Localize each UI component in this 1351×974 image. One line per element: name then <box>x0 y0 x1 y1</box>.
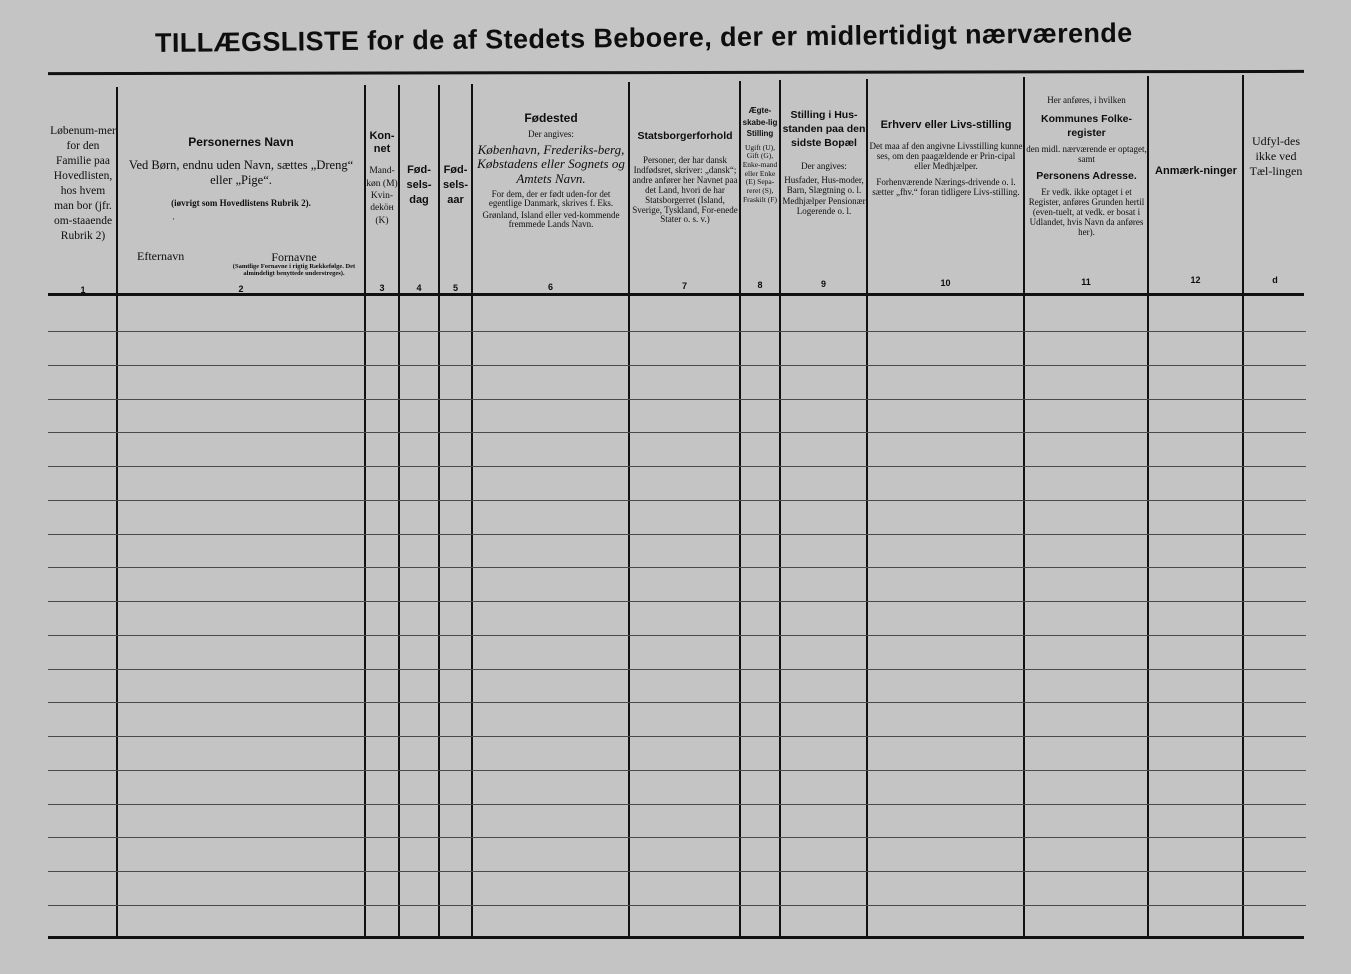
col6-title: Fødested <box>524 111 578 125</box>
col7-header <box>631 130 739 225</box>
col-divider <box>116 87 118 936</box>
col11-header <box>1026 95 1147 238</box>
col8-title: Ægte-skabe-lig Stilling <box>742 106 778 139</box>
col-divider <box>1242 75 1244 936</box>
col-divider <box>438 85 440 936</box>
col8-text: Ugift (U), Gift (G), Enke-mand eller Enke (E) Sepa-reret (S), Fraskilt (F) <box>742 142 778 204</box>
efternavn-label: Efternavn <box>137 249 185 263</box>
row-rule <box>48 736 1306 737</box>
colnum-5: 5 <box>452 283 458 293</box>
row-rule <box>48 432 1306 433</box>
row-rule <box>48 905 1306 906</box>
col7-title: Statsborgerforhold <box>637 130 733 142</box>
col11-title2: Personens Adresse. <box>1036 170 1137 183</box>
col6-small1: For dem, der er født uden-for det egentlige Danmark, skrives f. Eks. <box>488 189 614 209</box>
col-divider <box>628 82 630 936</box>
colnum-8: 8 <box>757 280 763 290</box>
bottom-rule <box>48 936 1304 939</box>
colnum-1: 1 <box>80 285 86 295</box>
col9-text: Husfader, Hus-moder, Barn, Slægtning o. l. Medhjælper Pensionær Logerende o. l. <box>782 174 866 216</box>
row-rule <box>48 466 1306 467</box>
col5-title: Fød-sels-aar <box>442 164 469 206</box>
col-divider <box>1023 77 1025 936</box>
col12-title: Anmærk-ninger <box>1155 165 1237 177</box>
col5-header <box>440 163 471 208</box>
col2-line1: Ved Børn, endnu uden Navn, sættes „Dreng“ eller „Pige“. <box>128 157 354 187</box>
col9-sub: Der angives: <box>801 160 847 171</box>
top-rule <box>48 70 1304 75</box>
row-rule <box>48 331 1306 332</box>
col4-header <box>400 163 438 208</box>
fornavne-note: (Samtlige Fornavne i rigtig Rækkefølge. Det almindeligt benyttede understreges). <box>232 263 356 278</box>
row-rule <box>48 702 1306 703</box>
col11-intro: Her anføres, i hvilken <box>1047 95 1126 105</box>
col-divider <box>471 84 473 936</box>
fornavne-label: Fornavne <box>271 250 317 264</box>
col11-text2: Er vedk. ikke optaget i et Register, anføres Grunden hertil (even-tuelt, at vedk. er bosat i Udlandet, hvis Navn da anføres her). <box>1028 187 1145 238</box>
col10-text2: Forhenværende Nærings-drivende o. l. sætter „fhv.“ foran tidligere Livs-stilling. <box>872 176 1020 197</box>
col-divider <box>398 85 400 936</box>
col8-header <box>741 105 779 204</box>
col-divider <box>779 80 781 936</box>
colnum-11: 11 <box>1081 277 1091 287</box>
col1-text: Løbenum-mer for den Familie paa Hovedlisten, hos hvem man bor (jfr. om-staaende Rubrik 2) <box>50 125 116 242</box>
row-rule <box>48 635 1306 636</box>
row-rule <box>48 534 1306 535</box>
colnum-d: d <box>1272 275 1278 285</box>
row-rule <box>48 567 1306 568</box>
col6-big: København, Frederiks-berg, Købstadens eller Sognets og Amtets Navn. <box>477 142 625 186</box>
col10-title: Erhverv eller Livs-stilling <box>880 119 1012 131</box>
colnum-4: 4 <box>416 283 422 293</box>
form-title: TILLÆGSLISTE for de af Stedets Beboere, der er midlertidigt nærværende <box>154 17 1133 58</box>
col11-title: Kommunes Folke-register <box>1040 113 1132 139</box>
col2-title: Personernes Navn <box>188 135 294 149</box>
colnum-10: 10 <box>940 278 951 288</box>
col-divider <box>739 81 741 936</box>
row-rule <box>48 669 1306 670</box>
row-rule <box>48 871 1306 872</box>
col3-text: Mand-køn (M) Kvin-deköн (K) <box>366 166 398 226</box>
col6-header <box>475 112 627 230</box>
colnum-9: 9 <box>820 279 826 289</box>
row-rule <box>48 601 1306 602</box>
row-rule <box>48 837 1306 838</box>
cold-text: Udfyl-des ikke ved Tæl-lingen <box>1249 134 1303 178</box>
colnum-3: 3 <box>379 283 385 293</box>
col9-title: Stilling i Hus-standen paa den sidste Bopæl <box>782 109 866 150</box>
col-divider <box>866 79 868 936</box>
col9-header <box>782 108 866 216</box>
row-rule <box>48 770 1306 771</box>
colnum-7: 7 <box>681 281 687 291</box>
fornavne-block <box>226 250 362 278</box>
colnum-6: 6 <box>547 282 553 292</box>
col6-sub: Der angives: <box>528 128 574 139</box>
col10-text1: Det maa af den angivne Livsstilling kunne ses, om den paagældende er Prin-cipal eller Medhjælper. <box>869 140 1023 171</box>
col6-small2: Grønland, Island eller ved-kommende fremmede Lands Navn. <box>482 209 620 230</box>
col2-dot: · <box>172 214 175 225</box>
col4-title: Fød-sels-dag <box>406 164 432 206</box>
col11-text1: den midl. nærværende er optaget, samt <box>1026 143 1147 164</box>
col1-header <box>50 124 116 244</box>
col3-title: Kon-net <box>369 130 395 155</box>
row-rule <box>48 500 1306 501</box>
row-rule <box>48 399 1306 400</box>
col-divider <box>1147 76 1149 936</box>
cold-header <box>1246 134 1306 179</box>
colnum-2: 2 <box>238 284 244 294</box>
col7-text: Personer, der har dansk Indfødsret, skriver: „dansk“; andre anfører her Navnet paa det Land, hvori de har Statsborgerret (Island, Sverige, Tyskland, For-enede Stater o. s. v.) <box>632 155 738 225</box>
row-rule <box>48 804 1306 805</box>
col12-header <box>1150 164 1242 179</box>
row-rule <box>48 365 1306 366</box>
col2-header <box>120 136 362 224</box>
colnum-12: 12 <box>1190 275 1201 285</box>
col2-note: (iøvrigt som Hovedlistens Rubrik 2). <box>171 197 311 208</box>
col3-header <box>366 130 398 227</box>
col10-header <box>869 118 1023 197</box>
